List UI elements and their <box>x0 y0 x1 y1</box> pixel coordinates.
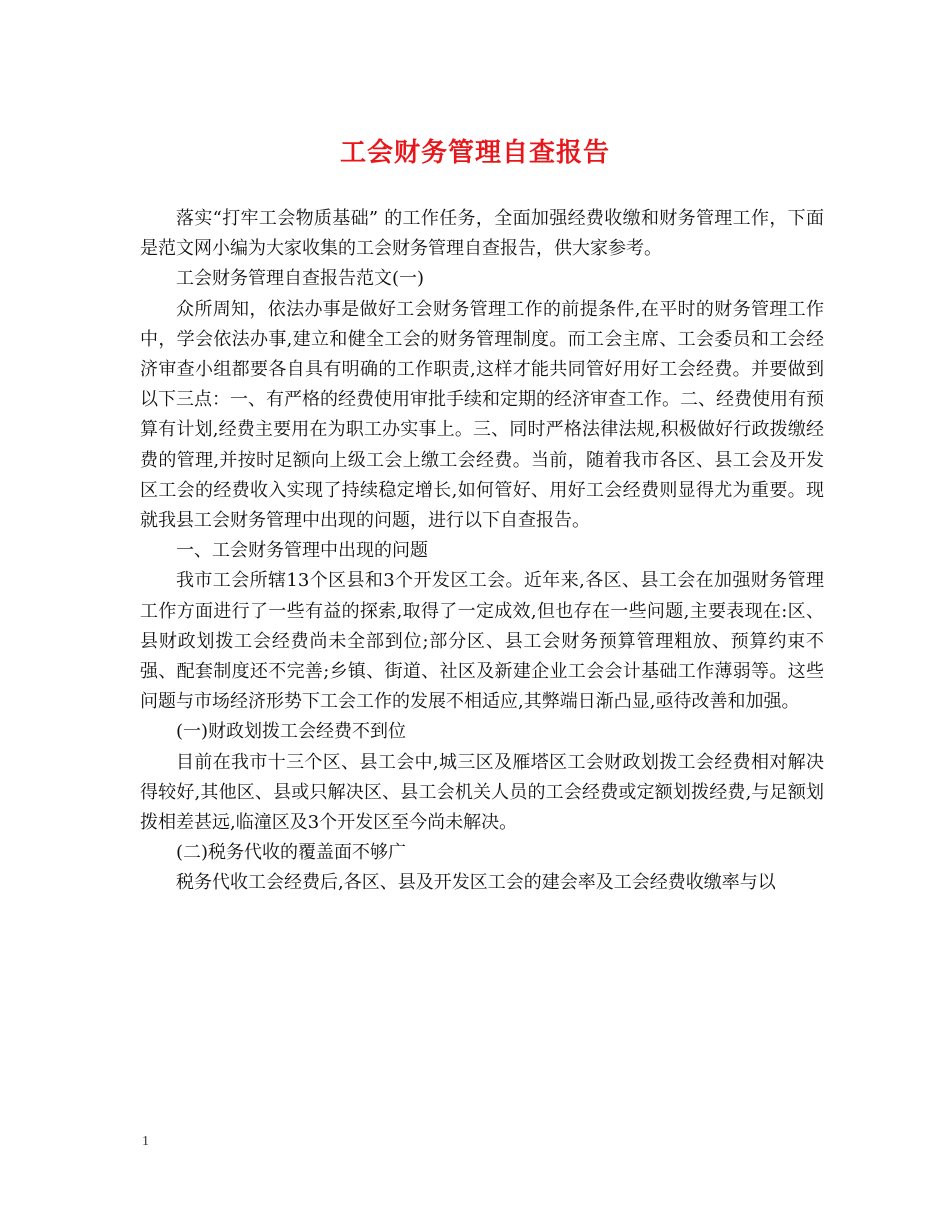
document-title: 工会财务管理自查报告 <box>339 138 610 168</box>
section-heading: 工会财务管理自查报告范文(一) <box>176 268 425 290</box>
document-body <box>140 204 824 899</box>
page-number: 1 <box>142 1134 149 1149</box>
paragraph: 我市工会所辖13个区县和3个开发区工会。近年来,各区、县工会在加强财务管理工作方面进行了一些有益的探索,取得了一定成效,但也存在一些问题,主要表现在:区、县财政划拨工会经费尚未全部到位;部分区、县工会财务预算管理粗放、预算约束不强、配套制度还不完善;乡镇、街道、社区及新建企业工会会计基础工作薄弱等。这些问题与市场经济形势下工会工作的发展不相适应,其弊端日渐凸显,亟待改善和加强。 <box>140 570 824 713</box>
paragraph: 税务代收工会经费后,各区、县及开发区工会的建会率及工会经费收缴率与以 <box>176 872 776 894</box>
subsection-heading: (一)财政划拨工会经费不到位 <box>176 721 407 743</box>
paragraph: 落实“打牢工会物质基础” 的工作任务，全面加强经费收缴和财务管理工作，下面是范文网小编为大家收集的工会财务管理自查报告，供大家参考。 <box>140 208 824 260</box>
paragraph: 目前在我市十三个区、县工会中,城三区及雁塔区工会财政划拨工会经费相对解决得较好,其他区、县或只解决区、县工会机关人员的工会经费或定额划拨经费,与足额划拨相差甚远,临潼区及3个开发区至今尚未解决。 <box>140 751 824 834</box>
subsection-heading: (二)税务代收的覆盖面不够广 <box>176 842 407 864</box>
paragraph: 众所周知，依法办事是做好工会财务管理工作的前提条件,在平时的财务管理工作中，学会依法办事,建立和健全工会的财务管理制度。而工会主席、工会委员和工会经济审查小组都要各自具有明确的工作职责,这样才能共同管好用好工会经费。并要做到以下三点：一、有严格的经费使用审批手续和定期的经济审查工作。二、经费使用有预算有计划,经费主要用在为职工办实事上。三、同时严格法律法规,积极做好行政拨缴经费的管理,并按时足额向上级工会上缴工会经费。当前，随着我市各区、县工会及开发区工会的经费收入实现了持续稳定增长,如何管好、用好工会经费则显得尤为重要。现就我县工会财务管理中出现的问题，进行以下自查报告。 <box>140 298 824 532</box>
section-heading: 一、工会财务管理中出现的问题 <box>176 540 428 562</box>
